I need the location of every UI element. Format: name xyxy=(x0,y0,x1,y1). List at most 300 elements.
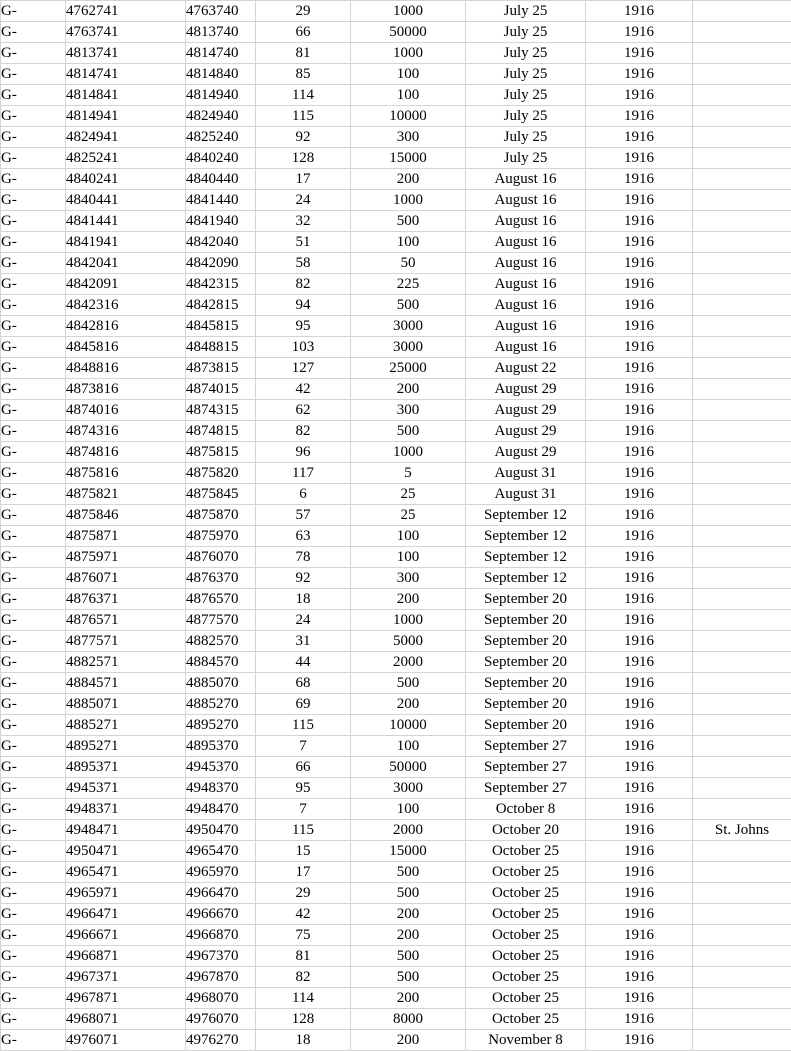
serial-start-cell[interactable]: 4814741 xyxy=(66,64,186,85)
note-cell[interactable] xyxy=(693,379,791,400)
year-cell[interactable]: 1916 xyxy=(586,904,693,925)
date-cell[interactable]: September 27 xyxy=(466,736,586,757)
serial-start-cell[interactable]: 4845816 xyxy=(66,337,186,358)
serial-start-cell[interactable]: 4842041 xyxy=(66,253,186,274)
number-cell[interactable]: 115 xyxy=(256,715,351,736)
serial-start-cell[interactable]: 4841941 xyxy=(66,232,186,253)
date-cell[interactable]: August 16 xyxy=(466,337,586,358)
serial-start-cell[interactable]: 4874016 xyxy=(66,400,186,421)
year-cell[interactable]: 1916 xyxy=(586,631,693,652)
year-cell[interactable]: 1916 xyxy=(586,568,693,589)
serial-prefix-cell[interactable]: G- xyxy=(1,148,66,169)
serial-start-cell[interactable]: 4876571 xyxy=(66,610,186,631)
date-cell[interactable]: September 20 xyxy=(466,694,586,715)
serial-end-cell[interactable]: 4813740 xyxy=(186,22,256,43)
date-cell[interactable]: August 29 xyxy=(466,400,586,421)
quantity-cell[interactable]: 3000 xyxy=(351,337,466,358)
serial-start-cell[interactable]: 4885271 xyxy=(66,715,186,736)
note-cell[interactable] xyxy=(693,169,791,190)
serial-end-cell[interactable]: 4876370 xyxy=(186,568,256,589)
serial-end-cell[interactable]: 4965970 xyxy=(186,862,256,883)
serial-end-cell[interactable]: 4763740 xyxy=(186,1,256,22)
serial-prefix-cell[interactable]: G- xyxy=(1,610,66,631)
number-cell[interactable]: 66 xyxy=(256,757,351,778)
quantity-cell[interactable]: 500 xyxy=(351,421,466,442)
serial-prefix-cell[interactable]: G- xyxy=(1,589,66,610)
note-cell[interactable] xyxy=(693,568,791,589)
serial-start-cell[interactable]: 4895371 xyxy=(66,757,186,778)
date-cell[interactable]: August 16 xyxy=(466,316,586,337)
serial-prefix-cell[interactable]: G- xyxy=(1,1009,66,1030)
serial-prefix-cell[interactable]: G- xyxy=(1,106,66,127)
serial-start-cell[interactable]: 4967871 xyxy=(66,988,186,1009)
number-cell[interactable]: 32 xyxy=(256,211,351,232)
serial-start-cell[interactable]: 4976071 xyxy=(66,1030,186,1051)
serial-end-cell[interactable]: 4895270 xyxy=(186,715,256,736)
serial-prefix-cell[interactable]: G- xyxy=(1,820,66,841)
date-cell[interactable]: July 25 xyxy=(466,64,586,85)
date-cell[interactable]: August 31 xyxy=(466,484,586,505)
note-cell[interactable] xyxy=(693,442,791,463)
quantity-cell[interactable]: 10000 xyxy=(351,106,466,127)
serial-end-cell[interactable]: 4945370 xyxy=(186,757,256,778)
serial-prefix-cell[interactable]: G- xyxy=(1,64,66,85)
quantity-cell[interactable]: 500 xyxy=(351,211,466,232)
serial-end-cell[interactable]: 4814840 xyxy=(186,64,256,85)
serial-end-cell[interactable]: 4825240 xyxy=(186,127,256,148)
quantity-cell[interactable]: 500 xyxy=(351,883,466,904)
note-cell[interactable] xyxy=(693,85,791,106)
note-cell[interactable] xyxy=(693,904,791,925)
note-cell[interactable] xyxy=(693,127,791,148)
year-cell[interactable]: 1916 xyxy=(586,43,693,64)
date-cell[interactable]: September 12 xyxy=(466,568,586,589)
serial-prefix-cell[interactable]: G- xyxy=(1,547,66,568)
serial-start-cell[interactable]: 4825241 xyxy=(66,148,186,169)
number-cell[interactable]: 63 xyxy=(256,526,351,547)
serial-start-cell[interactable]: 4848816 xyxy=(66,358,186,379)
number-cell[interactable]: 103 xyxy=(256,337,351,358)
year-cell[interactable]: 1916 xyxy=(586,946,693,967)
number-cell[interactable]: 68 xyxy=(256,673,351,694)
year-cell[interactable]: 1916 xyxy=(586,694,693,715)
serial-end-cell[interactable]: 4875815 xyxy=(186,442,256,463)
note-cell[interactable] xyxy=(693,652,791,673)
serial-end-cell[interactable]: 4967370 xyxy=(186,946,256,967)
note-cell[interactable] xyxy=(693,190,791,211)
year-cell[interactable]: 1916 xyxy=(586,925,693,946)
quantity-cell[interactable]: 500 xyxy=(351,967,466,988)
serial-end-cell[interactable]: 4876070 xyxy=(186,547,256,568)
number-cell[interactable]: 51 xyxy=(256,232,351,253)
year-cell[interactable]: 1916 xyxy=(586,253,693,274)
serial-prefix-cell[interactable]: G- xyxy=(1,442,66,463)
serial-start-cell[interactable]: 4875871 xyxy=(66,526,186,547)
serial-end-cell[interactable]: 4875970 xyxy=(186,526,256,547)
serial-start-cell[interactable]: 4968071 xyxy=(66,1009,186,1030)
serial-prefix-cell[interactable]: G- xyxy=(1,778,66,799)
serial-start-cell[interactable]: 4842091 xyxy=(66,274,186,295)
serial-prefix-cell[interactable]: G- xyxy=(1,295,66,316)
date-cell[interactable]: October 25 xyxy=(466,883,586,904)
serial-prefix-cell[interactable]: G- xyxy=(1,841,66,862)
serial-prefix-cell[interactable]: G- xyxy=(1,358,66,379)
date-cell[interactable]: August 16 xyxy=(466,295,586,316)
serial-start-cell[interactable]: 4824941 xyxy=(66,127,186,148)
date-cell[interactable]: September 27 xyxy=(466,778,586,799)
note-cell[interactable] xyxy=(693,799,791,820)
note-cell[interactable] xyxy=(693,400,791,421)
date-cell[interactable]: July 25 xyxy=(466,1,586,22)
note-cell[interactable] xyxy=(693,967,791,988)
year-cell[interactable]: 1916 xyxy=(586,841,693,862)
year-cell[interactable]: 1916 xyxy=(586,1009,693,1030)
serial-start-cell[interactable]: 4966871 xyxy=(66,946,186,967)
quantity-cell[interactable]: 200 xyxy=(351,589,466,610)
year-cell[interactable]: 1916 xyxy=(586,379,693,400)
number-cell[interactable]: 115 xyxy=(256,106,351,127)
serial-start-cell[interactable]: 4875816 xyxy=(66,463,186,484)
serial-start-cell[interactable]: 4965971 xyxy=(66,883,186,904)
quantity-cell[interactable]: 225 xyxy=(351,274,466,295)
year-cell[interactable]: 1916 xyxy=(586,337,693,358)
number-cell[interactable]: 95 xyxy=(256,778,351,799)
quantity-cell[interactable]: 100 xyxy=(351,547,466,568)
number-cell[interactable]: 31 xyxy=(256,631,351,652)
date-cell[interactable]: August 16 xyxy=(466,190,586,211)
year-cell[interactable]: 1916 xyxy=(586,1030,693,1051)
serial-start-cell[interactable]: 4813741 xyxy=(66,43,186,64)
number-cell[interactable]: 82 xyxy=(256,274,351,295)
quantity-cell[interactable]: 1000 xyxy=(351,1,466,22)
number-cell[interactable]: 69 xyxy=(256,694,351,715)
note-cell[interactable] xyxy=(693,673,791,694)
quantity-cell[interactable]: 15000 xyxy=(351,841,466,862)
number-cell[interactable]: 24 xyxy=(256,190,351,211)
date-cell[interactable]: September 20 xyxy=(466,673,586,694)
serial-start-cell[interactable]: 4885071 xyxy=(66,694,186,715)
year-cell[interactable]: 1916 xyxy=(586,400,693,421)
quantity-cell[interactable]: 300 xyxy=(351,127,466,148)
note-cell[interactable] xyxy=(693,526,791,547)
note-cell[interactable] xyxy=(693,106,791,127)
note-cell[interactable] xyxy=(693,274,791,295)
date-cell[interactable]: September 20 xyxy=(466,631,586,652)
serial-end-cell[interactable]: 4874815 xyxy=(186,421,256,442)
note-cell[interactable] xyxy=(693,841,791,862)
note-cell[interactable] xyxy=(693,547,791,568)
serial-prefix-cell[interactable]: G- xyxy=(1,715,66,736)
note-cell[interactable] xyxy=(693,505,791,526)
serial-prefix-cell[interactable]: G- xyxy=(1,799,66,820)
number-cell[interactable]: 128 xyxy=(256,1009,351,1030)
number-cell[interactable]: 24 xyxy=(256,610,351,631)
year-cell[interactable]: 1916 xyxy=(586,211,693,232)
number-cell[interactable]: 6 xyxy=(256,484,351,505)
number-cell[interactable]: 58 xyxy=(256,253,351,274)
serial-prefix-cell[interactable]: G- xyxy=(1,463,66,484)
serial-end-cell[interactable]: 4884570 xyxy=(186,652,256,673)
note-cell[interactable] xyxy=(693,757,791,778)
quantity-cell[interactable]: 100 xyxy=(351,85,466,106)
number-cell[interactable]: 42 xyxy=(256,379,351,400)
serial-prefix-cell[interactable]: G- xyxy=(1,22,66,43)
serial-prefix-cell[interactable]: G- xyxy=(1,862,66,883)
serial-end-cell[interactable]: 4966470 xyxy=(186,883,256,904)
serial-prefix-cell[interactable]: G- xyxy=(1,169,66,190)
quantity-cell[interactable]: 1000 xyxy=(351,442,466,463)
serial-prefix-cell[interactable]: G- xyxy=(1,43,66,64)
quantity-cell[interactable]: 25000 xyxy=(351,358,466,379)
number-cell[interactable]: 82 xyxy=(256,967,351,988)
serial-prefix-cell[interactable]: G- xyxy=(1,379,66,400)
note-cell[interactable] xyxy=(693,463,791,484)
year-cell[interactable]: 1916 xyxy=(586,442,693,463)
serial-prefix-cell[interactable]: G- xyxy=(1,757,66,778)
serial-start-cell[interactable]: 4841441 xyxy=(66,211,186,232)
quantity-cell[interactable]: 200 xyxy=(351,988,466,1009)
note-cell[interactable] xyxy=(693,337,791,358)
serial-end-cell[interactable]: 4840440 xyxy=(186,169,256,190)
serial-prefix-cell[interactable]: G- xyxy=(1,925,66,946)
note-cell[interactable] xyxy=(693,610,791,631)
note-cell[interactable] xyxy=(693,148,791,169)
note-cell[interactable] xyxy=(693,589,791,610)
serial-end-cell[interactable]: 4841440 xyxy=(186,190,256,211)
serial-end-cell[interactable]: 4842315 xyxy=(186,274,256,295)
date-cell[interactable]: July 25 xyxy=(466,127,586,148)
serial-start-cell[interactable]: 4814841 xyxy=(66,85,186,106)
number-cell[interactable]: 114 xyxy=(256,85,351,106)
quantity-cell[interactable]: 1000 xyxy=(351,190,466,211)
note-cell[interactable] xyxy=(693,736,791,757)
date-cell[interactable]: September 20 xyxy=(466,589,586,610)
serial-end-cell[interactable]: 4968070 xyxy=(186,988,256,1009)
serial-end-cell[interactable]: 4873815 xyxy=(186,358,256,379)
year-cell[interactable]: 1916 xyxy=(586,778,693,799)
quantity-cell[interactable]: 500 xyxy=(351,295,466,316)
date-cell[interactable]: September 12 xyxy=(466,547,586,568)
serial-prefix-cell[interactable]: G- xyxy=(1,400,66,421)
year-cell[interactable]: 1916 xyxy=(586,85,693,106)
serial-prefix-cell[interactable]: G- xyxy=(1,1030,66,1051)
serial-start-cell[interactable]: 4876071 xyxy=(66,568,186,589)
date-cell[interactable]: August 16 xyxy=(466,211,586,232)
quantity-cell[interactable]: 500 xyxy=(351,946,466,967)
serial-end-cell[interactable]: 4885270 xyxy=(186,694,256,715)
serial-end-cell[interactable]: 4950470 xyxy=(186,820,256,841)
serial-end-cell[interactable]: 4848815 xyxy=(186,337,256,358)
serial-end-cell[interactable]: 4966870 xyxy=(186,925,256,946)
year-cell[interactable]: 1916 xyxy=(586,1,693,22)
year-cell[interactable]: 1916 xyxy=(586,484,693,505)
year-cell[interactable]: 1916 xyxy=(586,463,693,484)
serial-end-cell[interactable]: 4814940 xyxy=(186,85,256,106)
date-cell[interactable]: September 12 xyxy=(466,505,586,526)
serial-end-cell[interactable]: 4966670 xyxy=(186,904,256,925)
number-cell[interactable]: 57 xyxy=(256,505,351,526)
serial-prefix-cell[interactable]: G- xyxy=(1,673,66,694)
serial-prefix-cell[interactable]: G- xyxy=(1,568,66,589)
number-cell[interactable]: 128 xyxy=(256,148,351,169)
serial-end-cell[interactable]: 4875870 xyxy=(186,505,256,526)
date-cell[interactable]: August 29 xyxy=(466,379,586,400)
note-cell[interactable] xyxy=(693,22,791,43)
note-cell[interactable] xyxy=(693,358,791,379)
serial-end-cell[interactable]: 4965470 xyxy=(186,841,256,862)
serial-start-cell[interactable]: 4875971 xyxy=(66,547,186,568)
quantity-cell[interactable]: 5 xyxy=(351,463,466,484)
serial-start-cell[interactable]: 4875846 xyxy=(66,505,186,526)
serial-prefix-cell[interactable]: G- xyxy=(1,694,66,715)
serial-end-cell[interactable]: 4842815 xyxy=(186,295,256,316)
number-cell[interactable]: 18 xyxy=(256,1030,351,1051)
quantity-cell[interactable]: 50000 xyxy=(351,757,466,778)
number-cell[interactable]: 44 xyxy=(256,652,351,673)
serial-end-cell[interactable]: 4877570 xyxy=(186,610,256,631)
date-cell[interactable]: September 20 xyxy=(466,652,586,673)
number-cell[interactable]: 117 xyxy=(256,463,351,484)
serial-start-cell[interactable]: 4965471 xyxy=(66,862,186,883)
year-cell[interactable]: 1916 xyxy=(586,106,693,127)
year-cell[interactable]: 1916 xyxy=(586,232,693,253)
year-cell[interactable]: 1916 xyxy=(586,652,693,673)
serial-prefix-cell[interactable]: G- xyxy=(1,505,66,526)
quantity-cell[interactable]: 500 xyxy=(351,862,466,883)
note-cell[interactable] xyxy=(693,64,791,85)
serial-end-cell[interactable]: 4840240 xyxy=(186,148,256,169)
number-cell[interactable]: 94 xyxy=(256,295,351,316)
year-cell[interactable]: 1916 xyxy=(586,148,693,169)
year-cell[interactable]: 1916 xyxy=(586,988,693,1009)
number-cell[interactable]: 81 xyxy=(256,43,351,64)
serial-start-cell[interactable]: 4884571 xyxy=(66,673,186,694)
number-cell[interactable]: 127 xyxy=(256,358,351,379)
serial-prefix-cell[interactable]: G- xyxy=(1,127,66,148)
serial-start-cell[interactable]: 4873816 xyxy=(66,379,186,400)
serial-end-cell[interactable]: 4874015 xyxy=(186,379,256,400)
date-cell[interactable]: August 16 xyxy=(466,253,586,274)
serial-start-cell[interactable]: 4966471 xyxy=(66,904,186,925)
serial-prefix-cell[interactable]: G- xyxy=(1,232,66,253)
number-cell[interactable]: 78 xyxy=(256,547,351,568)
serial-start-cell[interactable]: 4948471 xyxy=(66,820,186,841)
serial-end-cell[interactable]: 4845815 xyxy=(186,316,256,337)
serial-end-cell[interactable]: 4874315 xyxy=(186,400,256,421)
quantity-cell[interactable]: 2000 xyxy=(351,820,466,841)
date-cell[interactable]: October 25 xyxy=(466,904,586,925)
serial-start-cell[interactable]: 4967371 xyxy=(66,967,186,988)
note-cell[interactable] xyxy=(693,631,791,652)
serial-start-cell[interactable]: 4874816 xyxy=(66,442,186,463)
note-cell[interactable] xyxy=(693,715,791,736)
note-cell[interactable] xyxy=(693,862,791,883)
year-cell[interactable]: 1916 xyxy=(586,715,693,736)
serial-start-cell[interactable]: 4877571 xyxy=(66,631,186,652)
year-cell[interactable]: 1916 xyxy=(586,673,693,694)
serial-end-cell[interactable]: 4842090 xyxy=(186,253,256,274)
note-cell[interactable] xyxy=(693,694,791,715)
serial-prefix-cell[interactable]: G- xyxy=(1,967,66,988)
date-cell[interactable]: October 25 xyxy=(466,988,586,1009)
serial-end-cell[interactable]: 4875845 xyxy=(186,484,256,505)
year-cell[interactable]: 1916 xyxy=(586,757,693,778)
quantity-cell[interactable]: 200 xyxy=(351,379,466,400)
serial-prefix-cell[interactable]: G- xyxy=(1,316,66,337)
year-cell[interactable]: 1916 xyxy=(586,295,693,316)
year-cell[interactable]: 1916 xyxy=(586,127,693,148)
year-cell[interactable]: 1916 xyxy=(586,883,693,904)
date-cell[interactable]: July 25 xyxy=(466,85,586,106)
number-cell[interactable]: 7 xyxy=(256,799,351,820)
serial-prefix-cell[interactable]: G- xyxy=(1,946,66,967)
date-cell[interactable]: October 25 xyxy=(466,946,586,967)
serial-start-cell[interactable]: 4763741 xyxy=(66,22,186,43)
serial-end-cell[interactable]: 4876570 xyxy=(186,589,256,610)
number-cell[interactable]: 17 xyxy=(256,169,351,190)
date-cell[interactable]: July 25 xyxy=(466,148,586,169)
serial-prefix-cell[interactable]: G- xyxy=(1,736,66,757)
serial-start-cell[interactable]: 4762741 xyxy=(66,1,186,22)
serial-prefix-cell[interactable]: G- xyxy=(1,988,66,1009)
date-cell[interactable]: August 29 xyxy=(466,421,586,442)
date-cell[interactable]: July 25 xyxy=(466,106,586,127)
quantity-cell[interactable]: 100 xyxy=(351,232,466,253)
year-cell[interactable]: 1916 xyxy=(586,736,693,757)
date-cell[interactable]: October 8 xyxy=(466,799,586,820)
quantity-cell[interactable]: 200 xyxy=(351,694,466,715)
quantity-cell[interactable]: 3000 xyxy=(351,778,466,799)
note-cell[interactable]: St. Johns xyxy=(693,820,791,841)
quantity-cell[interactable]: 8000 xyxy=(351,1009,466,1030)
year-cell[interactable]: 1916 xyxy=(586,169,693,190)
serial-prefix-cell[interactable]: G- xyxy=(1,883,66,904)
quantity-cell[interactable]: 300 xyxy=(351,400,466,421)
quantity-cell[interactable]: 15000 xyxy=(351,148,466,169)
number-cell[interactable]: 62 xyxy=(256,400,351,421)
number-cell[interactable]: 82 xyxy=(256,421,351,442)
quantity-cell[interactable]: 500 xyxy=(351,673,466,694)
year-cell[interactable]: 1916 xyxy=(586,547,693,568)
year-cell[interactable]: 1916 xyxy=(586,526,693,547)
number-cell[interactable]: 18 xyxy=(256,589,351,610)
year-cell[interactable]: 1916 xyxy=(586,862,693,883)
serial-end-cell[interactable]: 4895370 xyxy=(186,736,256,757)
number-cell[interactable]: 75 xyxy=(256,925,351,946)
serial-prefix-cell[interactable]: G- xyxy=(1,253,66,274)
number-cell[interactable]: 66 xyxy=(256,22,351,43)
date-cell[interactable]: October 25 xyxy=(466,1009,586,1030)
quantity-cell[interactable]: 100 xyxy=(351,64,466,85)
serial-start-cell[interactable]: 4945371 xyxy=(66,778,186,799)
note-cell[interactable] xyxy=(693,946,791,967)
number-cell[interactable]: 7 xyxy=(256,736,351,757)
date-cell[interactable]: October 25 xyxy=(466,862,586,883)
serial-prefix-cell[interactable]: G- xyxy=(1,85,66,106)
serial-start-cell[interactable]: 4966671 xyxy=(66,925,186,946)
serial-end-cell[interactable]: 4885070 xyxy=(186,673,256,694)
quantity-cell[interactable]: 1000 xyxy=(351,610,466,631)
quantity-cell[interactable]: 50000 xyxy=(351,22,466,43)
serial-end-cell[interactable]: 4841940 xyxy=(186,211,256,232)
date-cell[interactable]: October 20 xyxy=(466,820,586,841)
number-cell[interactable]: 96 xyxy=(256,442,351,463)
note-cell[interactable] xyxy=(693,1030,791,1051)
date-cell[interactable]: September 12 xyxy=(466,526,586,547)
serial-prefix-cell[interactable]: G- xyxy=(1,421,66,442)
note-cell[interactable] xyxy=(693,211,791,232)
number-cell[interactable]: 29 xyxy=(256,1,351,22)
